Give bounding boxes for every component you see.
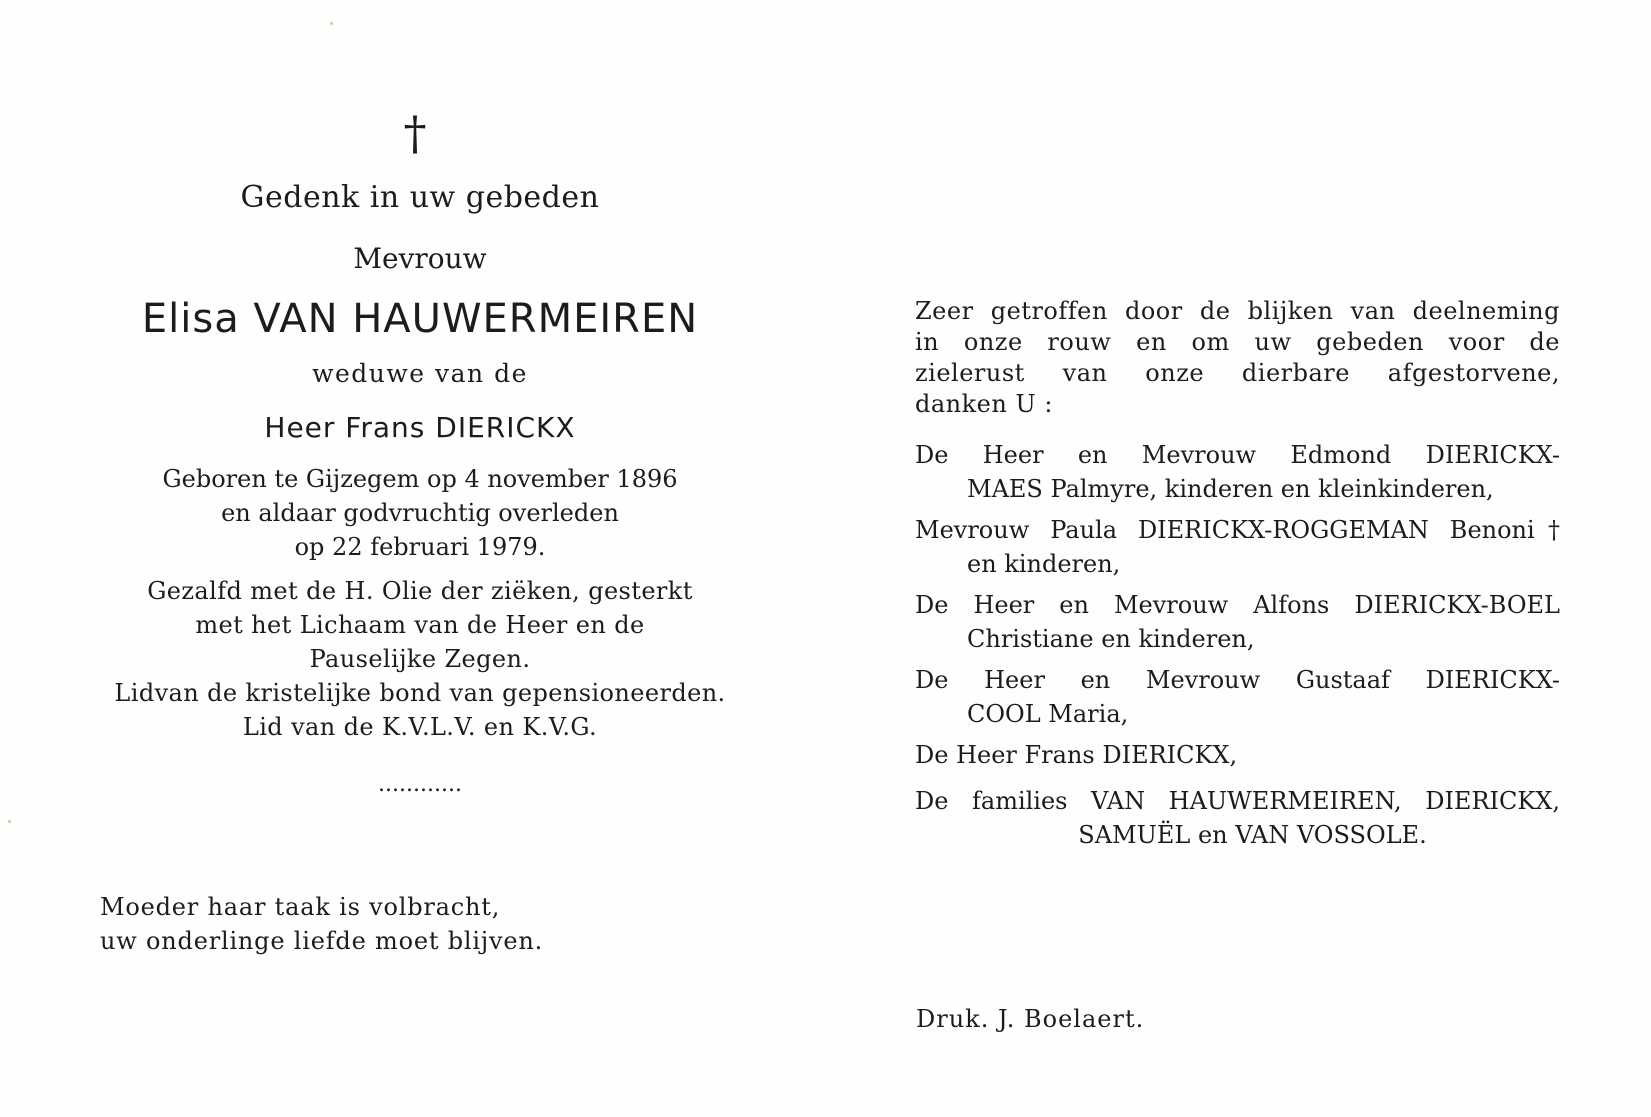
intro-line: zielerust van onze dierbare afgestorvene, [915, 359, 1560, 387]
family-line: De families VAN HAUWERMEIREN, DIERICKX, [915, 787, 1560, 815]
family-list [915, 438, 1560, 852]
family-line: De Heer Frans DIERICKX, [915, 741, 1238, 769]
birth-line: en aldaar godvruchtig overleden [221, 499, 619, 527]
birth-line: Geboren te Gijzegem op 4 november 1896 [162, 465, 678, 493]
birth-line: op 22 februari 1979. [294, 533, 546, 561]
right-panel [915, 296, 1560, 859]
sacrament-line: met het Lichaam van de Heer en de [195, 611, 645, 639]
poem-line: uw onderlinge liefde moet blijven. [100, 927, 544, 955]
birth-death-block [95, 462, 745, 564]
poem-line: Moeder haar taak is volbracht, [100, 893, 501, 921]
paper-speck [330, 22, 333, 25]
prayer-heading: Gedenk in uw gebeden [240, 180, 600, 215]
husband-name: Heer Frans DIERICKX [264, 411, 576, 444]
family-line: SAMUËL en VAN VOSSOLE. [1078, 821, 1427, 849]
family-line: Mevrouw Paula DIERICKX-ROGGEMAN Benoni† [915, 516, 1560, 544]
thanks-intro [915, 296, 1560, 420]
printer-credit: Druk. J. Boelaert. [916, 1005, 1145, 1033]
family-entry [915, 513, 1560, 581]
intro-line: in onze rouw en om uw gebeden voor de [915, 328, 1560, 356]
title-label: Mevrouw [353, 242, 487, 275]
paper-speck [8, 820, 11, 823]
intro-line: danken U : [915, 390, 1053, 418]
widow-of-label: weduwe van de [312, 359, 528, 388]
intro-line: Zeer getroffen door de blijken van deelneming [915, 297, 1560, 325]
separator-dots: ............ [378, 772, 462, 797]
family-entry [915, 588, 1560, 656]
family-entry [915, 663, 1560, 731]
family-entry [915, 738, 1560, 772]
family-entry [915, 784, 1560, 852]
family-line: De Heer en Mevrouw Alfons DIERICKX-BOEL [915, 591, 1560, 619]
membership-line: Lidvan de kristelijke bond van gepensioneerden. [114, 679, 726, 707]
cross-icon: † [403, 106, 427, 160]
family-line: en kinderen, [967, 550, 1121, 578]
family-line: COOL Maria, [967, 700, 1129, 728]
sacrament-line: Gezalfd met de H. Olie der ziëken, gesterkt [147, 577, 693, 605]
family-line: Christiane en kinderen, [967, 625, 1255, 653]
family-line: De Heer en Mevrouw Edmond DIERICKX- [915, 441, 1560, 469]
deceased-name: Elisa VAN HAUWERMEIREN [141, 296, 699, 342]
membership-line: Lid van de K.V.L.V. en K.V.G. [242, 713, 598, 741]
family-entry [915, 438, 1560, 506]
poem-block [100, 890, 660, 958]
sacrament-line: Pauselijke Zegen. [309, 645, 531, 673]
family-line: MAES Palmyre, kinderen en kleinkinderen, [967, 475, 1494, 503]
left-panel [95, 106, 745, 797]
family-line: De Heer en Mevrouw Gustaaf DIERICKX- [915, 666, 1560, 694]
sacrament-block [95, 574, 745, 744]
